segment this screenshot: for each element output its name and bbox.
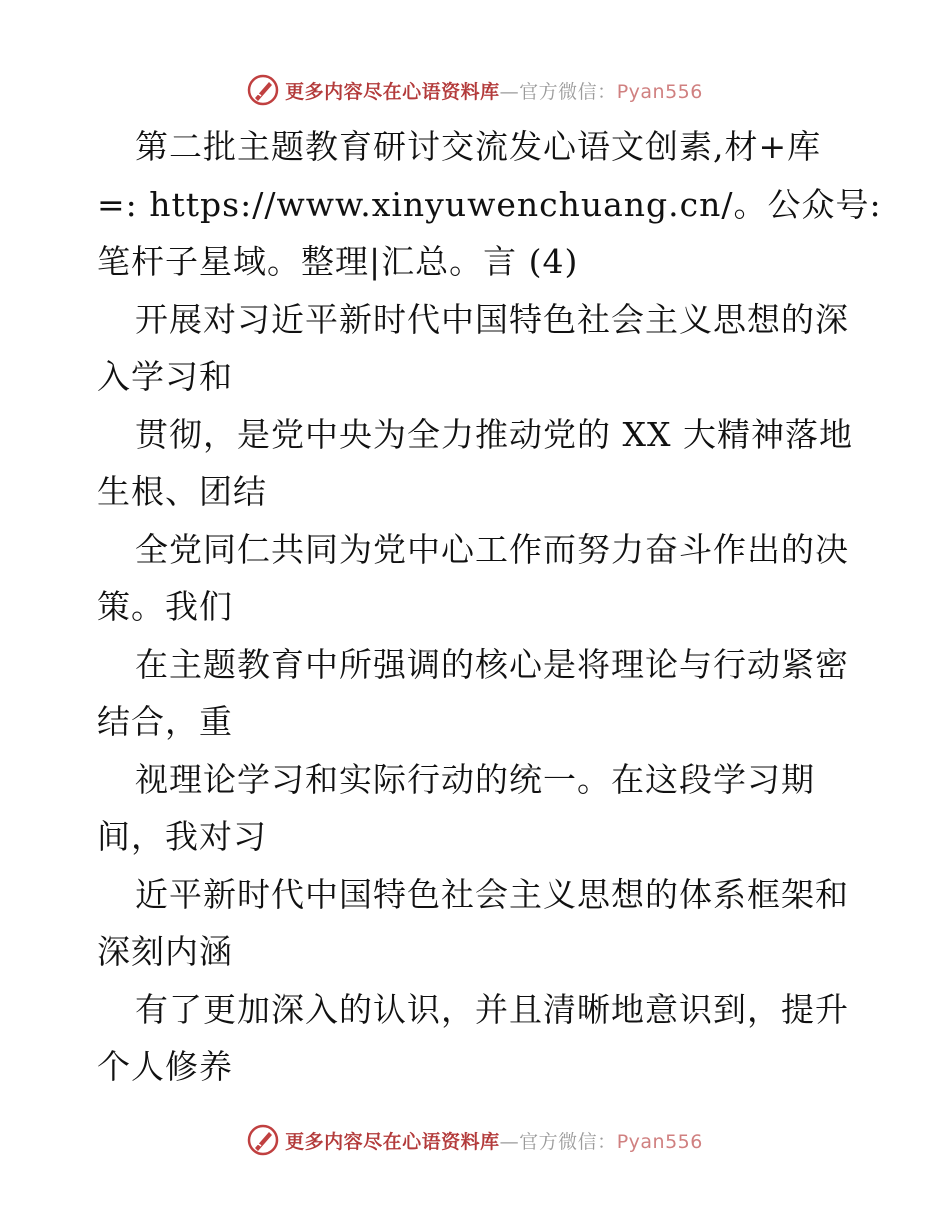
- text-line: 结合，重: [97, 702, 233, 741]
- banner-main-text: 更多内容尽在心语资料库: [285, 1130, 500, 1153]
- banner-main-text: 更多内容尽在心语资料库: [285, 80, 500, 103]
- banner-dash: —: [499, 1130, 520, 1153]
- banner-wechat-id: Pyan556: [616, 80, 703, 103]
- banner-text: [285, 77, 703, 104]
- text-line: 全党同仁共同为党中心工作而努力奋斗作出的决: [135, 529, 849, 569]
- pen-logo-icon: [247, 1124, 279, 1156]
- document-body: [97, 118, 882, 1096]
- banner-dash: —: [499, 80, 520, 103]
- text-line: 间，我对习: [97, 817, 267, 856]
- text-line: 笔杆子星域。整理|汇总。言 (4): [97, 242, 579, 281]
- banner-label: 官方微信：: [519, 80, 617, 103]
- text-line: 第二批主题教育研讨交流发心语文创素,材+库: [135, 127, 822, 166]
- text-line: 策。我们: [97, 587, 233, 626]
- text-line: 入学习和: [97, 357, 233, 396]
- text-line: 生根、团结: [97, 472, 267, 511]
- banner-text: [285, 1127, 703, 1154]
- footer-watermark-banner: [0, 1120, 950, 1160]
- text-line: =: https://www.xinyuwenchuang.cn/。公众号:: [97, 184, 882, 224]
- text-line: 近平新时代中国特色社会主义思想的体系框架和: [135, 874, 849, 914]
- text-line: 开展对习近平新时代中国特色社会主义思想的深: [135, 299, 849, 339]
- banner-label: 官方微信：: [519, 1130, 617, 1153]
- text-line: 在主题教育中所强调的核心是将理论与行动紧密: [135, 644, 849, 684]
- text-line: 深刻内涵: [97, 932, 233, 971]
- banner-wechat-id: Pyan556: [616, 1130, 703, 1153]
- text-line: 视理论学习和实际行动的统一。在这段学习期: [135, 759, 815, 799]
- text-line: 贯彻，是党中央为全力推动党的 XX 大精神落地: [135, 414, 853, 454]
- pen-logo-icon: [247, 74, 279, 106]
- text-line: 个人修养: [97, 1047, 233, 1086]
- text-line: 有了更加深入的认识，并且清晰地意识到，提升: [135, 989, 849, 1029]
- header-watermark-banner: [0, 70, 950, 110]
